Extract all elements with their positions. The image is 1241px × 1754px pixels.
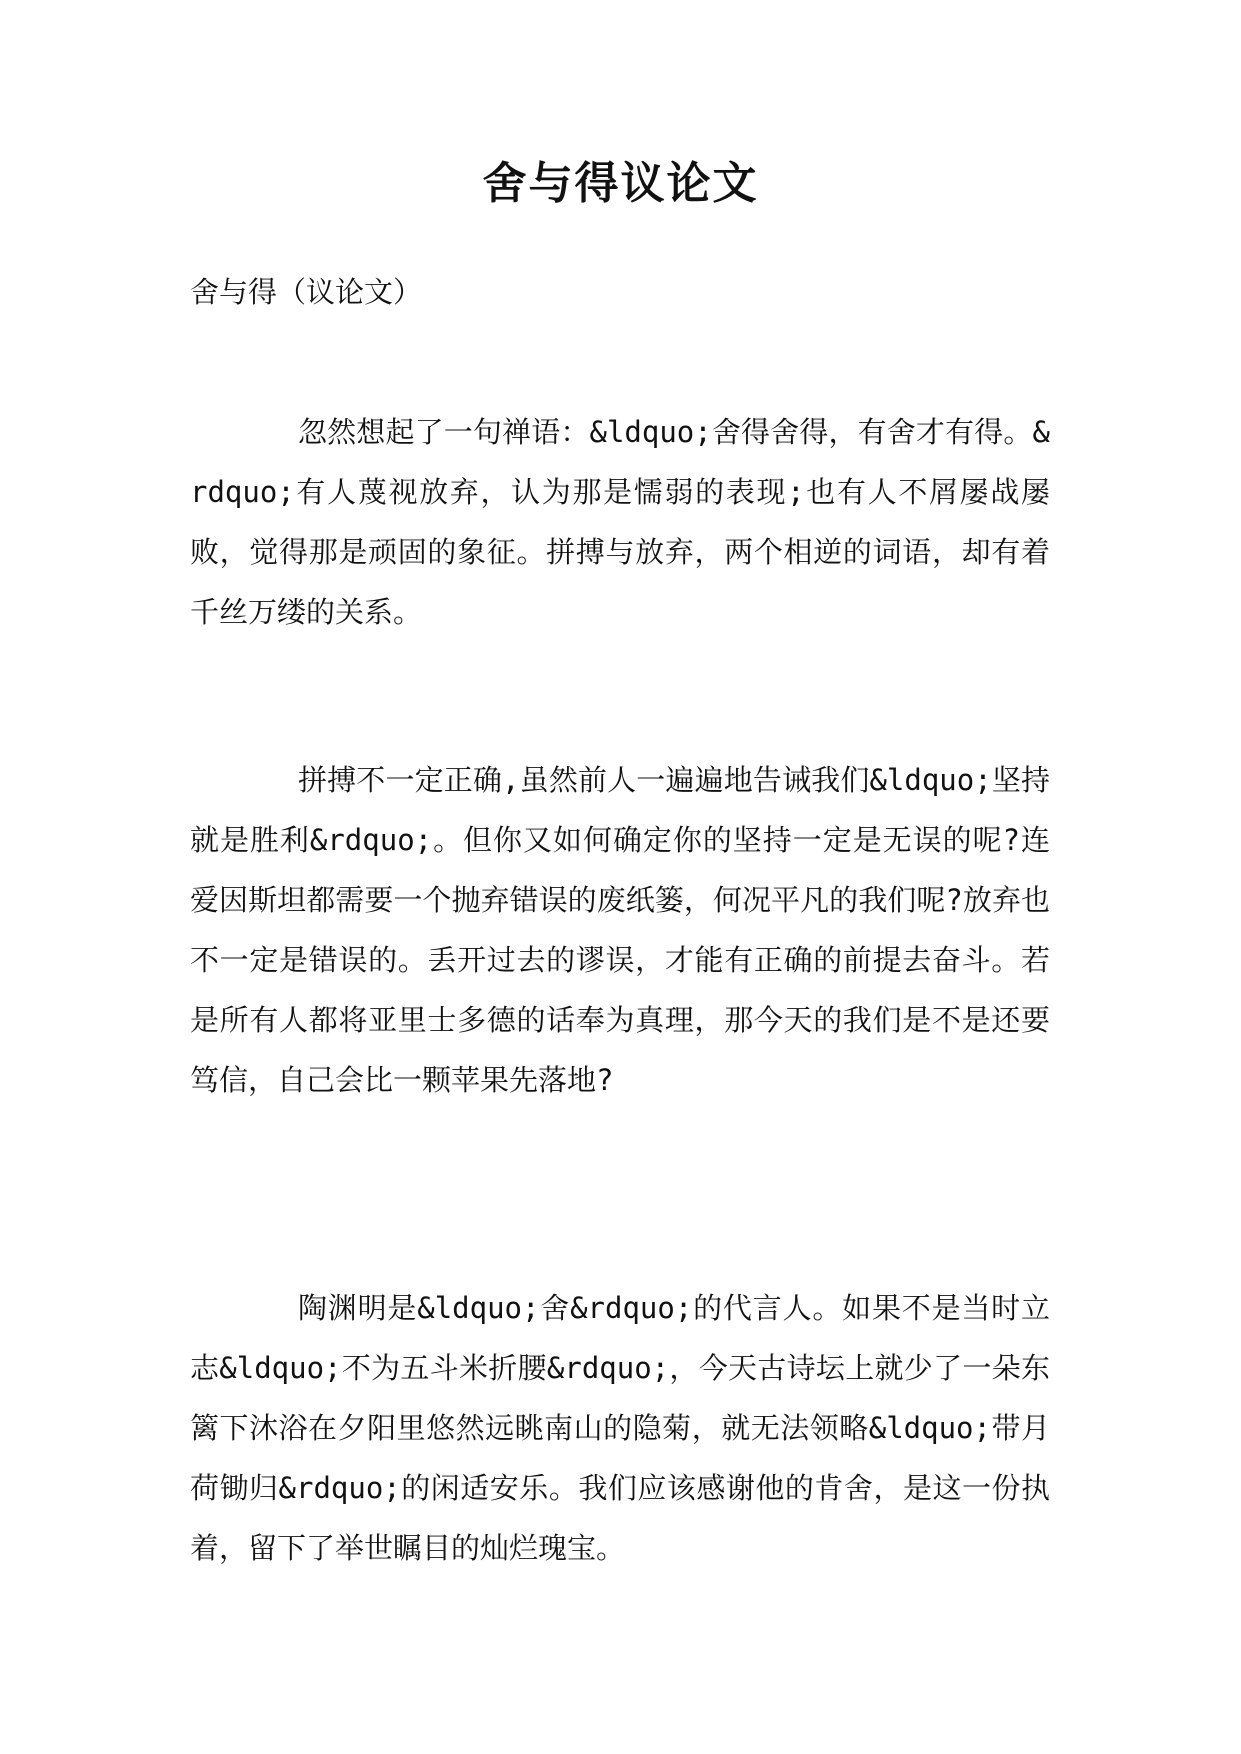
document-subtitle: 舍与得（议论文）: [190, 275, 423, 309]
paragraph-2: 拼搏不一定正确,虽然前人一遍遍地告诫我们&ldquo;坚持就是胜利&rdquo;。但你又如何确定你的坚持一定是无误的呢?连爱因斯坦都需要一个抛弃错误的废纸篓，何况平凡的我们呢?放弃也不一定是错误的。丢开过去的谬误，才能有正确的前提去奋斗。若是所有人都将亚里士多德的话奉为真理，那今天的我们是不是还要笃信，自己会比一颗苹果先落地?: [190, 763, 1050, 1097]
paragraph-3: 陶渊明是&ldquo;舍&rdquo;的代言人。如果不是当时立志&ldquo;不为五斗米折腰&rdquo;，今天古诗坛上就少了一朵东篱下沐浴在夕阳里悠然远眺南山的隐菊，就无法领略&ldquo;带月荷锄归&rdquo;的闲适安乐。我们应该感谢他的肯舍，是这一份执着，留下了举世瞩目的灿烂瑰宝。: [190, 1291, 1050, 1565]
document-title: 舍与得议论文: [482, 158, 759, 209]
paragraph-1: 忽然想起了一句禅语：&ldquo;舍得舍得，有舍才有得。&rdquo;有人蔑视放弃，认为那是懦弱的表现;也有人不屑屡战屡败，觉得那是顽固的象征。拼搏与放弃，两个相逆的词语，却有着千丝万缕的关系。: [190, 415, 1050, 629]
